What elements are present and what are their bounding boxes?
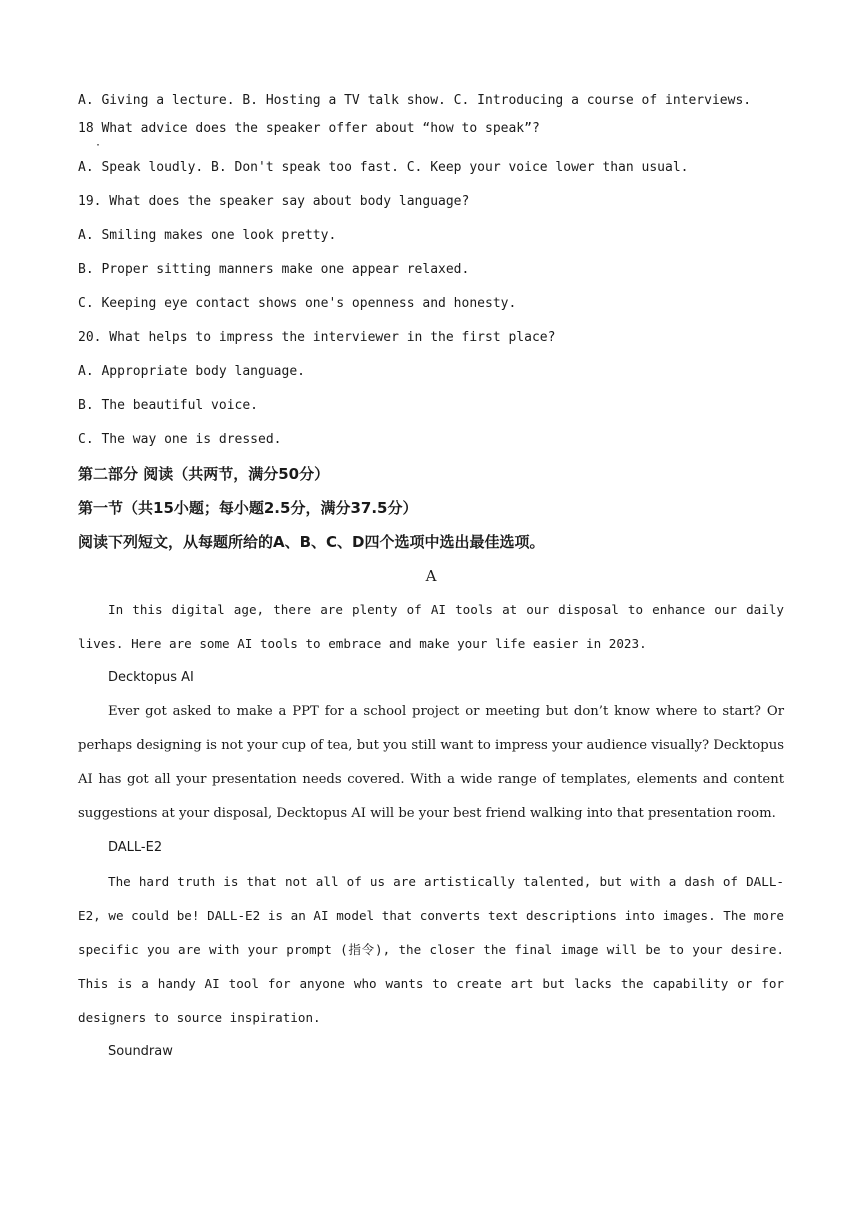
- tool2-text: The hard truth is that not all of us are artistically talented, but with a dash of DALL-E2, we could be! DALL-E2 is an AI model that converts text descriptions into images. The more specific you are with your prompt (指令), the closer the final image will be to your desire. This is a handy AI tool for anyone who wants to create art but lacks the capability or for designers to source inspiration.: [78, 874, 784, 1025]
- q19-option-a: A. Smiling makes one look pretty.: [78, 228, 337, 243]
- tool3-name: Soundraw: [108, 1044, 173, 1059]
- passage-label: A: [425, 567, 437, 585]
- q19-option-b: B. Proper sitting manners make one appear relaxed.: [78, 262, 470, 277]
- q19-stem: 19. What does the speaker say about body language?: [78, 194, 470, 209]
- q18-dot-mark: ·: [95, 140, 102, 151]
- tool2-name: DALL-E2: [108, 840, 163, 855]
- q19-option-c: C. Keeping eye contact shows one's openness and honesty.: [78, 296, 517, 311]
- tool1-name: Decktopus AI: [108, 670, 194, 685]
- q20-stem: 20. What helps to impress the interviewer in the first place?: [78, 330, 556, 345]
- document-page: [78, 84, 784, 1069]
- part-heading: 第二部分 阅读（共两节，满分50分）: [78, 465, 330, 483]
- q20-option-a: A. Appropriate body language.: [78, 364, 305, 379]
- passage-intro: In this digital age, there are plenty of AI tools at our disposal to enhance our daily lives. Here are some AI tools to embrace and make your life easier in 2023.: [78, 602, 784, 651]
- q20-option-b: B. The beautiful voice.: [78, 398, 259, 413]
- q17-options: A. Giving a lecture. B. Hosting a TV talk show. C. Introducing a course of interviews.: [78, 93, 752, 108]
- q18-options: A. Speak loudly. B. Don't speak too fast. C. Keep your voice lower than usual.: [78, 160, 689, 175]
- instruction: 阅读下列短文，从每题所给的A、B、C、D四个选项中选出最佳选项。: [78, 533, 545, 551]
- tool1-text: Ever got asked to make a PPT for a school project or meeting but don’t know where to start? Or perhaps designing is not your cup of tea, but you still want to impress your audience visually? Decktopus AI has got all your presentation needs covered. With a wide range of templates, elements and content suggestions at your disposal, Decktopus AI will be your best friend walking into that presentation room.: [78, 704, 784, 821]
- q20-option-c: C. The way one is dressed.: [78, 432, 282, 447]
- section-heading: 第一节（共15小题；每小题2.5分，满分37.5分）: [78, 499, 418, 517]
- q18-stem: 18 What advice does the speaker offer about “how to speak”?: [78, 121, 540, 136]
